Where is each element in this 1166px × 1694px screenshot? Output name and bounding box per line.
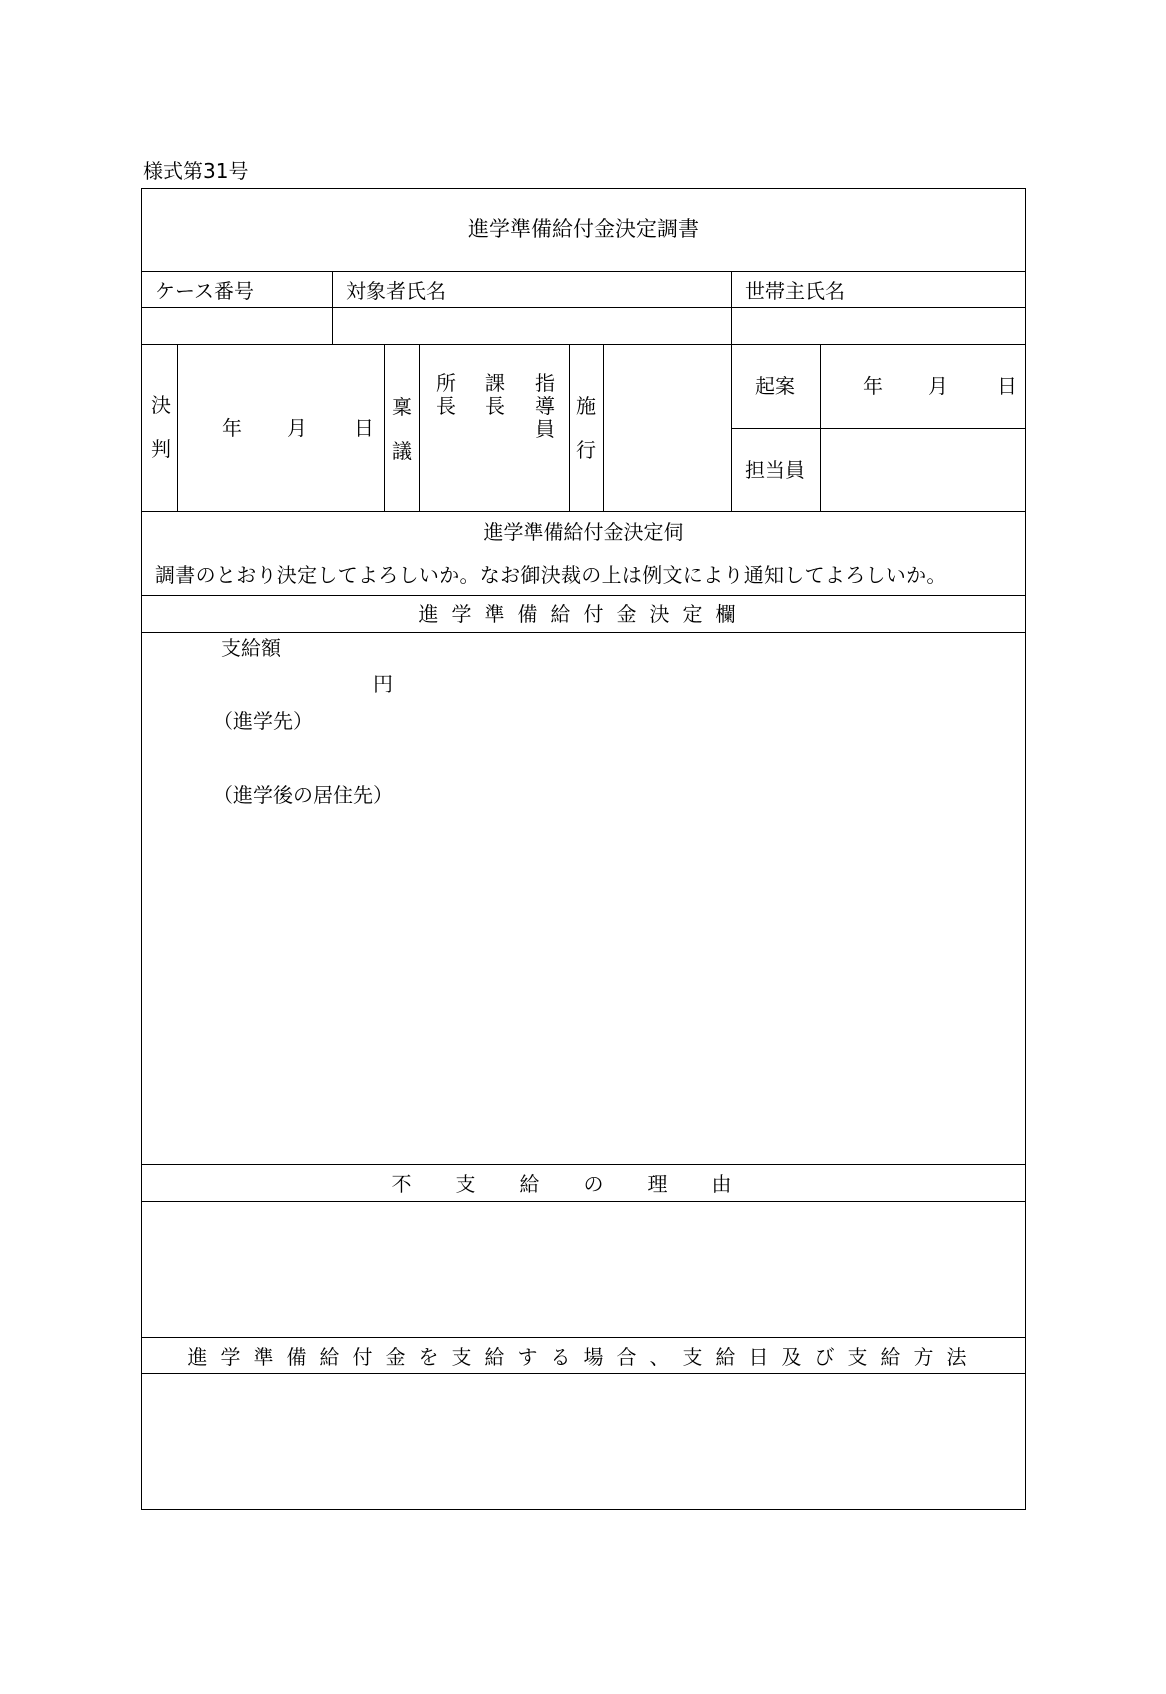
school-label: （進学先） xyxy=(213,709,313,733)
divider xyxy=(141,344,1026,345)
divider xyxy=(603,344,604,511)
householder-name-label: 世帯主氏名 xyxy=(745,279,845,303)
divider xyxy=(731,428,1026,429)
divider xyxy=(141,1373,1026,1374)
inquiry-heading: 進学準備給付金決定伺 xyxy=(483,520,684,544)
residence-label: （進学後の居住先） xyxy=(213,783,393,807)
divider xyxy=(731,344,732,511)
drafted-label: 起案 xyxy=(755,374,795,398)
decision-label: 決判 xyxy=(151,393,171,461)
payment-method-heading: 進学準備給付金を支給する場合、支給日及び支給方法 xyxy=(187,1345,980,1369)
enforcement-label: 施行 xyxy=(576,394,596,462)
section-chief-label: 課長 xyxy=(485,371,505,418)
decision-year: 年 xyxy=(222,416,242,440)
divider xyxy=(820,344,821,511)
form-number: 様式第31号 xyxy=(143,159,249,183)
decision-heading: 進学準備給付金決定欄 xyxy=(418,602,749,626)
divider xyxy=(141,1164,1026,1165)
divider xyxy=(384,344,385,511)
divider xyxy=(569,344,570,511)
divider xyxy=(141,271,1026,272)
amount-label: 支給額 xyxy=(221,636,281,660)
drafted-day: 日 xyxy=(997,374,1017,398)
director-label: 所長 xyxy=(436,371,456,418)
non-payment-heading: 不支給の理由 xyxy=(391,1172,776,1196)
divider xyxy=(731,271,732,344)
subject-name-label: 対象者氏名 xyxy=(346,279,446,303)
decision-day: 日 xyxy=(354,416,374,440)
staff-label: 担当員 xyxy=(745,458,805,482)
divider xyxy=(141,511,1026,512)
form-title: 進学準備給付金決定調書 xyxy=(468,217,699,241)
divider xyxy=(177,344,178,511)
inquiry-text: 調書のとおり決定してよろしいか。なお御決裁の上は例文により通知してよろしいか。 xyxy=(155,563,947,587)
divider xyxy=(141,632,1026,633)
instructor-label: 指導員 xyxy=(535,371,555,441)
divider xyxy=(332,271,333,344)
divider xyxy=(141,1201,1026,1202)
case-number-label: ケース番号 xyxy=(155,279,254,303)
divider xyxy=(419,344,420,511)
divider xyxy=(141,307,1026,308)
decision-month: 月 xyxy=(287,416,307,440)
drafted-year: 年 xyxy=(863,374,883,398)
drafted-month: 月 xyxy=(928,374,948,398)
yen-label: 円 xyxy=(373,672,393,696)
divider xyxy=(141,595,1026,596)
deliberation-label: 稟議 xyxy=(392,395,412,463)
divider xyxy=(141,1337,1026,1338)
